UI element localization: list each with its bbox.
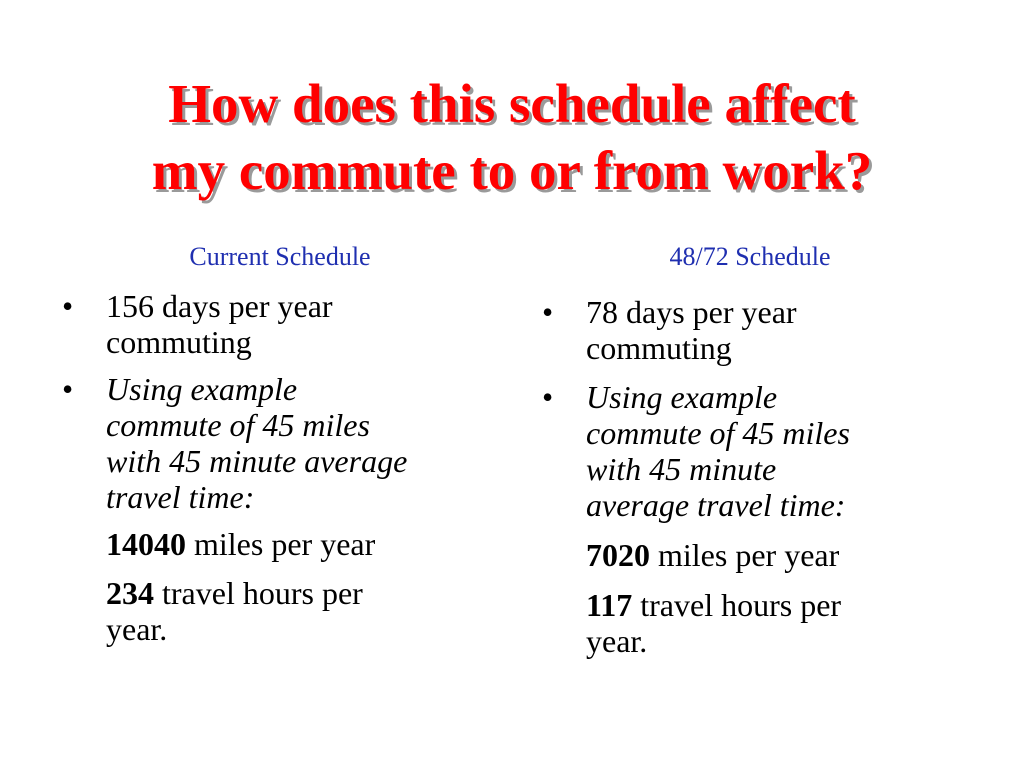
bullet-icon: • xyxy=(62,288,74,324)
new-example-line-3: with 45 minute xyxy=(586,451,777,487)
new-miles-value: 7020 xyxy=(586,537,650,573)
bullet-icon: • xyxy=(62,371,74,407)
slide-title-line-2: my commute to or from work? xyxy=(151,140,873,201)
new-example-line-4: average travel time: xyxy=(586,487,846,523)
current-hours-label-line-1: travel hours per xyxy=(154,575,363,611)
new-days-item xyxy=(540,294,960,366)
new-days-line-2: commuting xyxy=(586,330,732,366)
new-example-item xyxy=(540,379,960,523)
current-schedule-list xyxy=(60,288,500,515)
current-miles-stat xyxy=(60,526,500,562)
current-hours-label-line-2: year. xyxy=(106,611,168,647)
new-schedule-list xyxy=(540,294,960,523)
new-hours-label-line-2: year. xyxy=(586,623,648,659)
new-schedule-header: 48/72 Schedule xyxy=(669,242,831,271)
current-days-line-1: 156 days per year xyxy=(106,288,333,324)
current-miles-label: miles per year xyxy=(186,526,376,562)
slide-title xyxy=(0,70,1024,204)
new-days-line-1: 78 days per year xyxy=(586,294,797,330)
new-example-line-1: Using example xyxy=(586,379,778,415)
current-example-line-2: commute of 45 miles xyxy=(106,407,370,443)
current-hours-value: 234 xyxy=(106,575,154,611)
new-schedule-column xyxy=(540,240,960,659)
new-hours-label-line-1: travel hours per xyxy=(632,587,842,623)
current-example-line-4: travel time: xyxy=(106,479,255,515)
current-miles-value: 14040 xyxy=(106,526,186,562)
current-days-item xyxy=(60,288,500,360)
new-hours-value: 117 xyxy=(586,587,633,623)
current-schedule-header: Current Schedule xyxy=(189,242,371,271)
current-example-line-3: with 45 minute average xyxy=(106,443,408,479)
bullet-icon: • xyxy=(542,379,554,415)
new-hours-stat xyxy=(540,587,960,659)
new-example-line-2: commute of 45 miles xyxy=(586,415,850,451)
current-days-line-2: commuting xyxy=(106,324,252,360)
slide-title-line-1: How does this schedule affect xyxy=(168,73,856,134)
bullet-icon: • xyxy=(542,294,554,330)
new-miles-stat xyxy=(540,537,960,573)
current-schedule-column xyxy=(60,240,500,647)
current-example-item xyxy=(60,371,500,515)
current-hours-stat xyxy=(60,575,500,647)
current-example-line-1: Using example xyxy=(106,371,298,407)
new-miles-label: miles per year xyxy=(650,537,840,573)
